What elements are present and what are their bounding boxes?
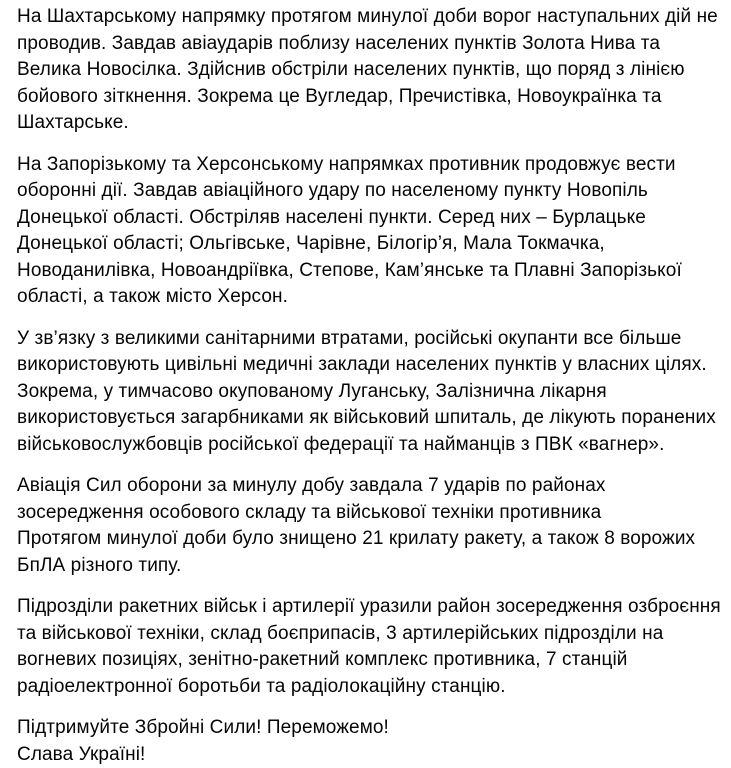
paragraph-closing: Підтримуйте Збройні Сили! Переможемо! Слава Україні! [17, 717, 389, 765]
paragraph-artillery: Підрозділи ракетних військ і артилерії уразили район зосередження озброєння та військової техніки, склад боєприпасів, 3 артилерійських підрозділи на вогневих позиціях, зенітно-ракетний комплекс противника, 7 станцій радіоелектронної боротьби та радіолокаційну станцію. [17, 596, 721, 697]
paragraph-zaporizhzhia-kherson: На Запорізькому та Херсонському напрямках противник продовжує вести оборонні дії. Завдав авіаційного удару по населеному пункту Новопіль Донецької області. Обстріляв населені пункти. Серед них – Бурлацьке Донецької області; Ольгівське, Чарівне, Білогір’я, Мала Токмачка, Новоданилівка, Новоандріївка, Степове, Кам’янське та Плавні Запорізької області, а також місто Херсон. [17, 153, 682, 307]
paragraph-shakhtarske: На Шахтарському напрямку протягом минулої доби ворог наступальних дій не проводив. Завдав авіаударів поблизу населених пунктів Золота Нива та Велика Новосілка. Здійснив обстріли населених пунктів, що поряд з лінією бойового зіткнення. Зокрема це Вугледар, Пречистівка, Новоукраїнка та Шахтарське. [17, 6, 718, 133]
paragraph-medical-facilities: У зв’язку з великими санітарними втратами, російські окупанти все більше використовують цивільні медичні заклади населених пунктів у власних цілях. Зокрема, у тимчасово окупованому Луганську, Залізнична лікарня використовується загарбниками як військовий шпиталь, де лікують поранених військовослужбовців російської федерації та найманців з ПВК «вагнер». [17, 327, 716, 455]
paragraph-aviation: Авіація Сил оборони за минулу добу завдала 7 ударів по районах зосередження особового складу та військової техніки противника Протягом минулої доби було знищено 21 крилату ракету, а також 8 ворожих БпЛА різного типу. [17, 475, 696, 576]
